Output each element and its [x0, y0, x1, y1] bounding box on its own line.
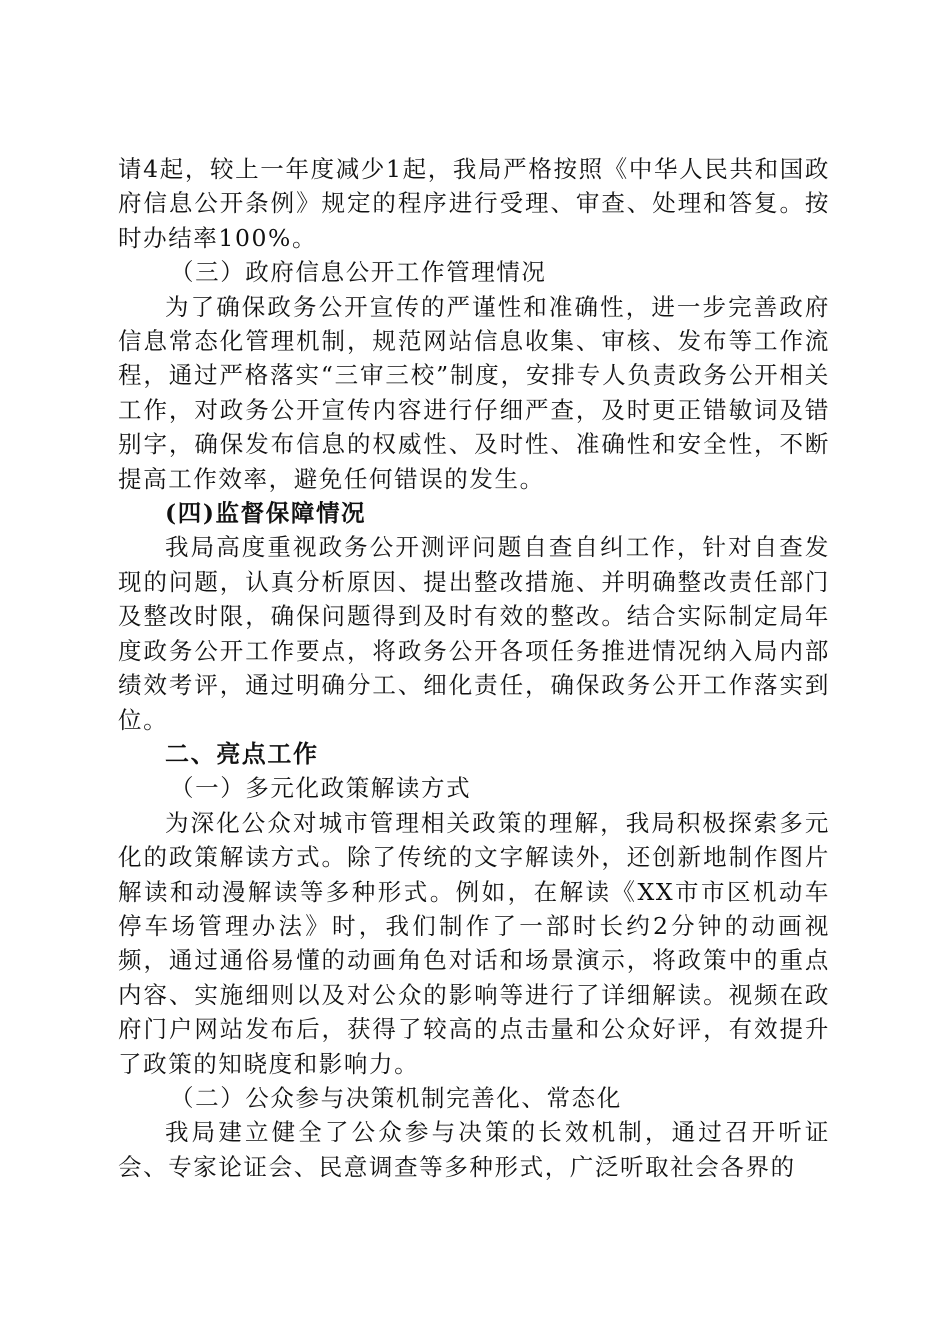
heading-highlight-2: （二）公众参与决策机制完善化、常态化	[170, 1083, 622, 1112]
paragraph-highlight-1: 为深化公众对城市管理相关政策的理解，我局积极探索多元化的政策解读方式。除了传统的文字解读外，还创新地制作图片解读和动漫解读等多种形式。例如，在解读《XX市市区机动车停车场管理办法》时，我们制作了一部时长约2分钟的动画视频，通过通俗易懂的动画角色对话和场景演示，将政策中的重点内容、实施细则以及对公众的影响等进行了详细解读。视频在政府门户网站发布后，获得了较高的点击量和公众好评，有效提升了政策的知晓度和影响力。	[118, 808, 830, 1078]
heading-highlight-1: （一）多元化政策解读方式	[170, 774, 472, 803]
heading-section-4: (四)监督保障情况	[165, 499, 367, 528]
paragraph-intro: 请4起，较上一年度减少1起，我局严格按照《中华人民共和国政府信息公开条例》规定的程序进行受理、审查、处理和答复。按时办结率100%。	[118, 155, 830, 252]
heading-highlights: 二、亮点工作	[165, 739, 319, 768]
paragraph-highlight-2: 我局建立健全了公众参与决策的长效机制，通过召开听证会、专家论证会、民意调查等多种形式，广泛听取社会各界的	[118, 1118, 830, 1181]
heading-section-3: （三）政府信息公开工作管理情况	[170, 258, 547, 287]
paragraph-section-3: 为了确保政务公开宣传的严谨性和准确性，进一步完善政府信息常态化管理机制，规范网站信息收集、审核、发布等工作流程，通过严格落实“三审三校”制度，安排专人负责政务公开相关工作，对政务公开宣传内容进行仔细严查，及时更正错敏词及错别字，确保发布信息的权威性、及时性、准确性和安全性，不断提高工作效率，避免任何错误的发生。	[118, 292, 830, 493]
document-page	[118, 152, 830, 1184]
paragraph-section-4: 我局高度重视政务公开测评问题自查自纠工作，针对自查发现的问题，认真分析原因、提出整改措施、并明确整改责任部门及整改时限，确保问题得到及时有效的整改。结合实际制定局年度政务公开工作要点，将政务公开各项任务推进情况纳入局内部绩效考评，通过明确分工、细化责任，确保政务公开工作落实到位。	[118, 533, 830, 734]
